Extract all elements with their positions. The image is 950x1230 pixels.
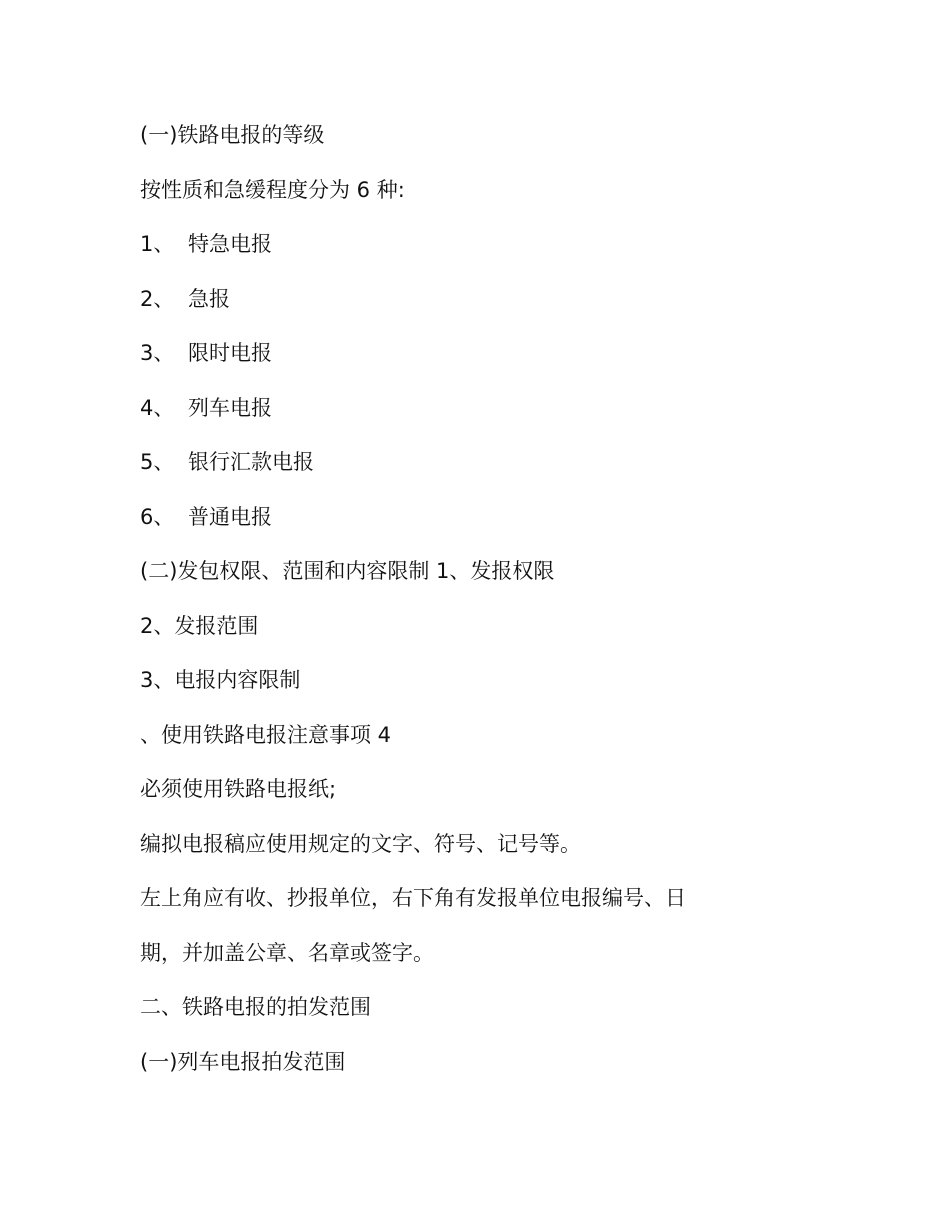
list-item-label: 列车电报 bbox=[188, 395, 272, 420]
paragraph-content-limits: 3、电报内容限制 bbox=[140, 668, 301, 692]
paragraph-note-units-line2: 期，并加盖公章、名章或签字。 bbox=[140, 940, 434, 965]
list-item-label: 急报 bbox=[188, 286, 230, 311]
list-item-number: 3、 bbox=[140, 341, 175, 365]
list-item-number: 5、 bbox=[140, 450, 175, 474]
list-item-label: 特急电报 bbox=[188, 232, 272, 256]
list-item bbox=[140, 388, 830, 443]
list-item bbox=[140, 497, 830, 552]
list-item-number: 4、 bbox=[140, 395, 175, 420]
list-item bbox=[140, 442, 830, 497]
list-item bbox=[140, 224, 830, 279]
list-item-label: 限时电报 bbox=[188, 341, 272, 365]
list-item-number: 6、 bbox=[140, 504, 175, 529]
paragraph-note-symbols: 编拟电报稿应使用规定的文字、符号、记号等。 bbox=[140, 831, 581, 856]
subsection-heading-train-telegram: (一)列车电报拍发范围 bbox=[140, 1049, 346, 1074]
section-heading-usage-notes: 、使用铁路电报注意事项 4 bbox=[140, 722, 392, 747]
part-heading-send-scope: 二、铁路电报的拍发范围 bbox=[140, 995, 371, 1019]
paragraph-note-paper: 必须使用铁路电报纸; bbox=[140, 777, 337, 801]
list-item bbox=[140, 279, 830, 334]
section-heading-telegram-levels: (一)铁路电报的等级 bbox=[140, 123, 325, 147]
section-heading-permissions: (二)发包权限、范围和内容限制 1、发报权限 bbox=[140, 559, 555, 583]
document-body bbox=[140, 115, 830, 1096]
list-item-label: 银行汇款电报 bbox=[188, 450, 314, 474]
list-item bbox=[140, 333, 830, 388]
levels-intro: 按性质和急缓程度分为 6 种: bbox=[140, 177, 405, 202]
paragraph-send-scope: 2、发报范围 bbox=[140, 613, 259, 638]
paragraph-note-units-line1: 左上角应有收、抄报单位，右下角有发报单位电报编号、日 bbox=[140, 886, 686, 910]
list-item-label: 普通电报 bbox=[188, 504, 272, 529]
list-item-number: 2、 bbox=[140, 286, 175, 311]
list-item-number: 1、 bbox=[140, 232, 175, 256]
